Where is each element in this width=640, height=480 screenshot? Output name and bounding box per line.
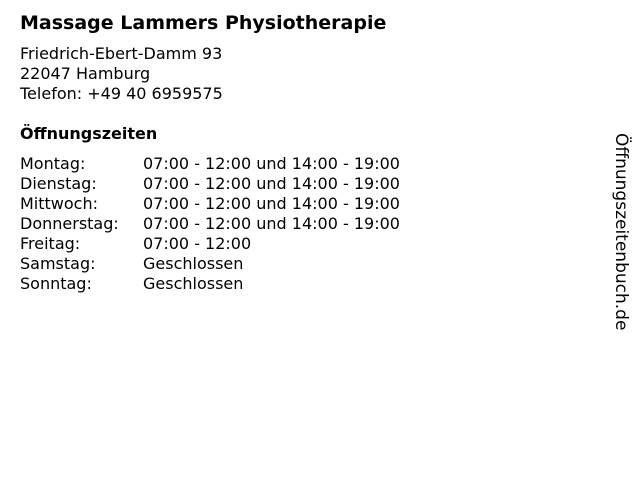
hours-day: Donnerstag: <box>20 214 119 233</box>
hours-day: Samstag: <box>20 254 96 273</box>
phone-number: Telefon: +49 40 6959575 <box>20 84 223 103</box>
hours-row-monday <box>20 154 400 174</box>
opening-hours-heading: Öffnungszeiten <box>20 124 158 143</box>
hours-row-thursday <box>20 214 400 234</box>
site-brand-watermark: Öffnungszeitenbuch.de <box>611 133 631 331</box>
hours-day: Dienstag: <box>20 174 97 193</box>
hours-day: Mittwoch: <box>20 194 98 213</box>
business-name: Massage Lammers Physiotherapie <box>20 12 387 34</box>
hours-row-wednesday <box>20 194 400 214</box>
hours-time: 07:00 - 12:00 und 14:00 - 19:00 <box>143 194 400 213</box>
hours-row-friday <box>20 234 400 254</box>
business-address <box>20 44 223 104</box>
hours-day: Freitag: <box>20 234 81 253</box>
hours-time: Geschlossen <box>143 274 244 293</box>
hours-time: 07:00 - 12:00 und 14:00 - 19:00 <box>143 214 400 233</box>
hours-time: 07:00 - 12:00 und 14:00 - 19:00 <box>143 154 400 173</box>
hours-row-sunday <box>20 274 400 294</box>
hours-row-saturday <box>20 254 400 274</box>
hours-day: Montag: <box>20 154 86 173</box>
opening-hours-table <box>20 154 400 294</box>
hours-day: Sonntag: <box>20 274 92 293</box>
hours-row-tuesday <box>20 174 400 194</box>
hours-time: 07:00 - 12:00 <box>143 234 252 253</box>
hours-time: 07:00 - 12:00 und 14:00 - 19:00 <box>143 174 400 193</box>
hours-time: Geschlossen <box>143 254 244 273</box>
address-street: Friedrich-Ebert-Damm 93 <box>20 44 223 63</box>
address-city: 22047 Hamburg <box>20 64 151 83</box>
